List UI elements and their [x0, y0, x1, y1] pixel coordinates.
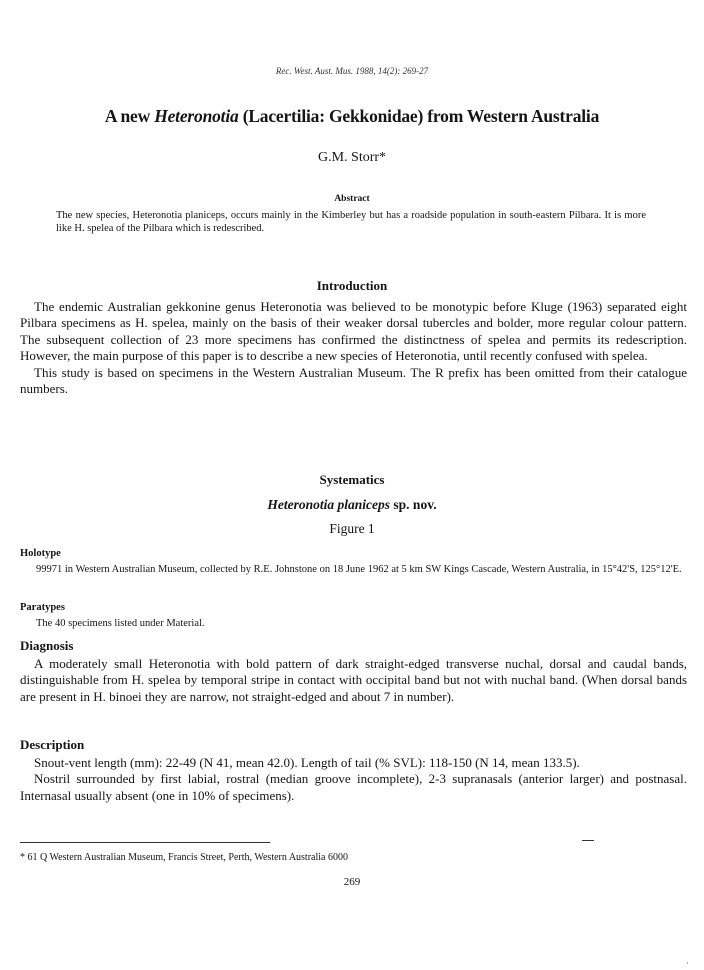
species-heading [0, 497, 704, 513]
title-suffix: (Lacertilia: Gekkonidae) from Western Australia [238, 106, 600, 126]
introduction-heading: Introduction [316, 278, 388, 293]
author-address-footnote: * 61 Q Western Australian Museum, Francis Street, Perth, Western Australia 6000 [20, 852, 348, 863]
description-body [20, 755, 687, 804]
holotype-heading: Holotype [20, 548, 61, 559]
page-number: 269 [343, 876, 361, 888]
species-name: Heteronotia planiceps [267, 497, 391, 512]
figure-reference: Figure 1 [329, 521, 375, 536]
footnote-dash [582, 840, 594, 841]
diagnosis-heading: Diagnosis [20, 638, 74, 653]
introduction-body [20, 299, 687, 397]
paratypes-text: The 40 specimens listed under Material. [36, 618, 205, 629]
footnote-rule [20, 842, 270, 843]
abstract-text: The new species, Heteronotia planiceps, occurs mainly in the Kimberley but has a roadside population in south-eastern Pilbara. It is more like H. spelea of the Pilbara which is redescribed. [56, 210, 646, 234]
title-genus: Heteronotia [154, 106, 239, 126]
description-paragraph: Snout-vent length (mm): 22-49 (N 41, mean 42.0). Length of tail (% SVL): 118-150 (N 14, mean 133.5). [34, 755, 580, 770]
title-prefix: A new [104, 106, 155, 126]
description-paragraph: Nostril surrounded by first labial, rostral (median groove incomplete), 2-3 supranasals (anterior larger) and postnasal. Internasal usually absent (one in 10% of specimens). [20, 771, 687, 803]
description-heading: Description [20, 737, 85, 752]
diagnosis-text: A moderately small Heteronotia with bold pattern of dark straight-edged transverse nuchal, dorsal and caudal bands, distinguishable from H. spelea by temporal stripe in contact with occipital band but not with nuchal band. (When dorsal bands are present in H. binoei they are narrow, not straight-edged and about 7 in number). [20, 656, 687, 704]
species-suffix: sp. nov. [390, 497, 437, 512]
introduction-paragraph: This study is based on specimens in the Western Australian Museum. The R prefix has been omitted from their catalogue numbers. [20, 364, 687, 397]
systematics-heading: Systematics [319, 472, 385, 487]
corner-mark: · [686, 958, 689, 968]
author-name: G.M. Storr* [317, 150, 387, 165]
diagnosis-body [20, 656, 687, 705]
holotype-text: 99971 in Western Australian Museum, collected by R.E. Johnstone on 18 June 1962 at 5 km SW Kings Cascade, Western Australia, in 15°42'S, 125°12'E. [36, 564, 682, 575]
introduction-paragraph: The endemic Australian gekkonine genus Heteronotia was believed to be monotypic before Kluge (1963) separated eight Pilbara specimens as H. spelea, mainly on the basis of their weaker dorsal tubercles and bolder, more regular colour pattern. The subsequent collection of 23 more specimens has confirmed the distinctness of spelea and permits its redescription. However, the main purpose of this paper is to describe a new species of Heteronotia, until recently confused with spelea. [20, 299, 687, 364]
running-head: Rec. West. Aust. Mus. 1988, 14(2): 269-27 [275, 66, 429, 76]
paper-title [0, 106, 704, 127]
paratypes-heading: Paratypes [20, 602, 65, 613]
abstract-heading: Abstract [334, 194, 370, 204]
